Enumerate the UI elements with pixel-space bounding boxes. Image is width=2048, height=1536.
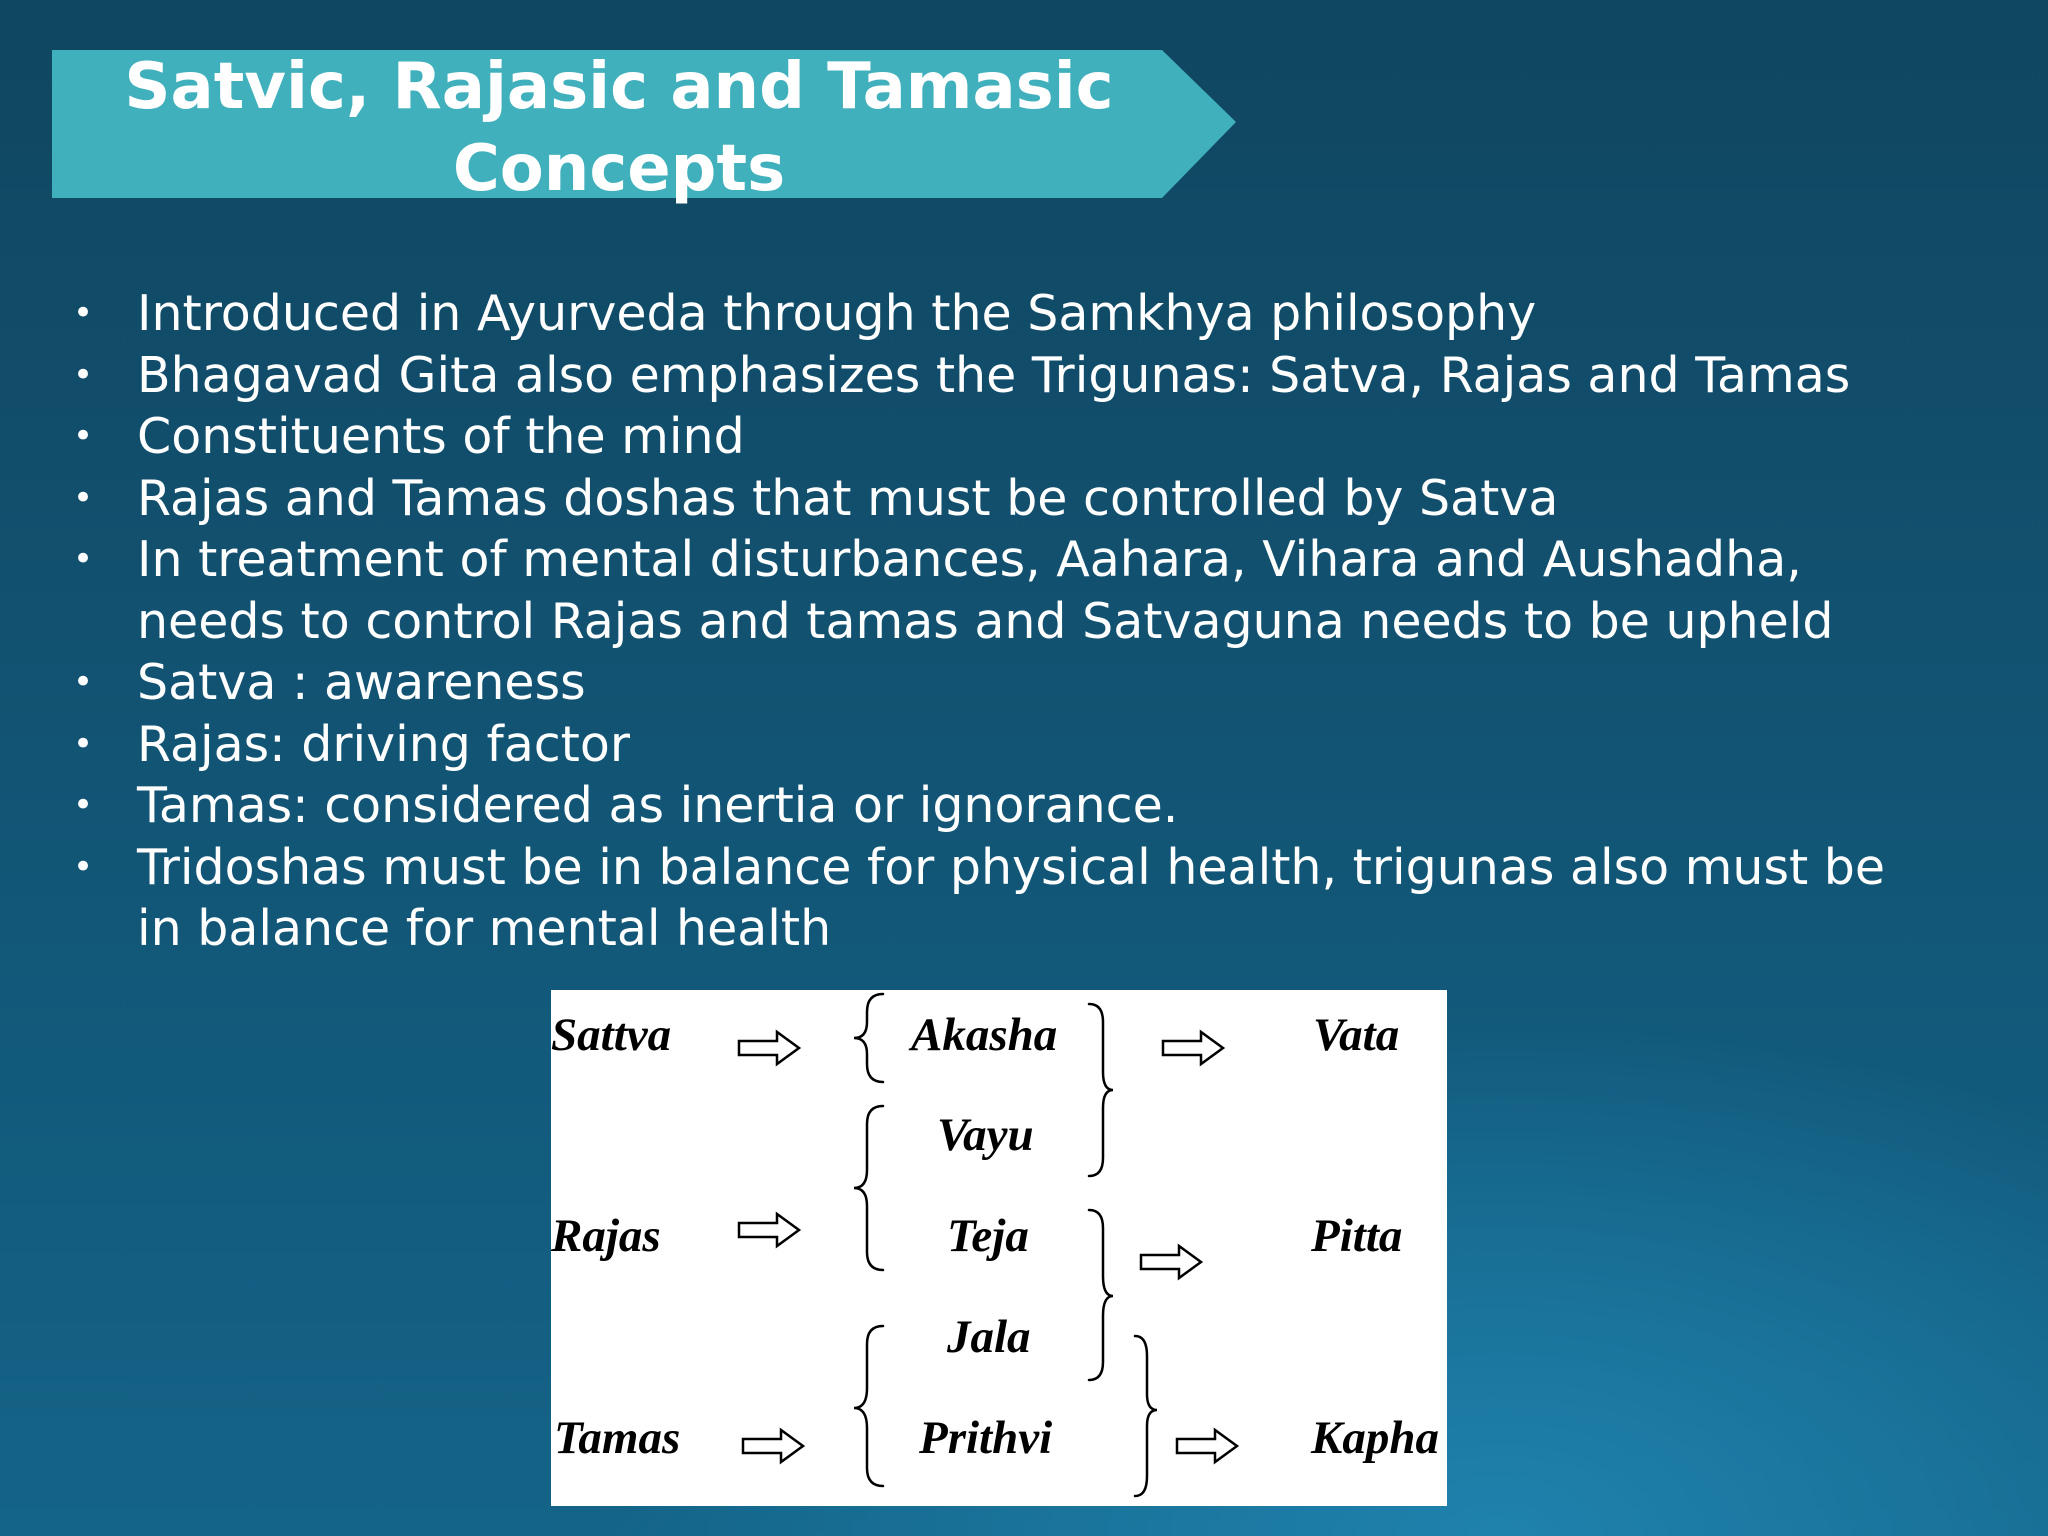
bullet-text: Bhagavad Gita also emphasizes the Trigunas: Satva, Rajas and Tamas xyxy=(137,346,1851,404)
dosha-label: Pitta xyxy=(1311,1210,1403,1262)
dosha-label: Kapha xyxy=(1311,1412,1439,1464)
arrow-icon xyxy=(739,1032,799,1064)
left-brace xyxy=(854,1326,883,1486)
element-label: Prithvi xyxy=(919,1412,1053,1464)
right-brace xyxy=(1089,1210,1113,1380)
bullet-dot: • xyxy=(73,539,94,579)
element-label: Jala xyxy=(947,1311,1031,1363)
bullet-item xyxy=(70,652,1970,714)
bullet-item xyxy=(70,837,1927,960)
triguna-diagram xyxy=(551,990,1447,1506)
arrow-icon xyxy=(1141,1246,1201,1278)
bullet-text: Tamas: considered as inertia or ignorance. xyxy=(137,777,1179,834)
element-label: Akasha xyxy=(911,1009,1058,1061)
bullet-item xyxy=(70,775,1970,837)
right-brace xyxy=(1135,1336,1157,1496)
guna-label: Sattva xyxy=(551,1009,672,1061)
title-banner xyxy=(52,50,1236,206)
title-line-2: Concepts xyxy=(452,132,786,206)
element-label: Teja xyxy=(947,1210,1029,1262)
bullet-dot: • xyxy=(73,354,94,395)
bullet-item xyxy=(70,283,1970,345)
title-line-1: Satvic, Rajasic and Tamasic xyxy=(124,50,1114,124)
left-brace xyxy=(854,1106,883,1270)
bullet-list xyxy=(70,283,1970,960)
bullet-text: In treatment of mental disturbances, Aahara, Vihara and Aushadha, needs to control Rajas and tamas and Satvaguna needs to be upheld xyxy=(137,531,1834,650)
bullet-dot: • xyxy=(73,785,94,825)
bullet-dot: • xyxy=(73,723,94,764)
guna-label: Tamas xyxy=(554,1412,681,1464)
bullet-text: Introduced in Ayurveda through the Samkhya philosophy xyxy=(137,285,1537,342)
page-title xyxy=(52,50,1236,206)
bullet-dot: • xyxy=(73,477,94,518)
right-brace xyxy=(1089,1004,1113,1176)
bullet-item xyxy=(70,406,1970,468)
guna-label: Rajas xyxy=(551,1210,661,1262)
bullet-dot: • xyxy=(73,416,94,456)
bullet-item xyxy=(70,345,1970,407)
bullet-item xyxy=(70,468,1970,530)
arrow-icon xyxy=(739,1214,799,1246)
bullet-text: Rajas and Tamas doshas that must be controlled by Satva xyxy=(137,469,1559,527)
left-brace xyxy=(854,994,883,1082)
arrow-icon xyxy=(1177,1430,1237,1462)
element-label: Vayu xyxy=(937,1109,1034,1161)
bullet-text: Constituents of the mind xyxy=(137,408,745,465)
bullet-dot: • xyxy=(73,662,94,702)
bullet-text: Tridoshas must be in balance for physical health, trigunas also must be in balance for mental health xyxy=(137,838,1886,957)
bullet-item xyxy=(70,529,1857,652)
bullet-dot: • xyxy=(73,293,94,333)
bullet-text: Satva : awareness xyxy=(137,654,586,711)
bullet-dot: • xyxy=(73,846,94,887)
bullet-item xyxy=(70,714,1970,776)
arrow-icon xyxy=(1163,1032,1223,1064)
bullet-text: Rajas: driving factor xyxy=(137,715,631,773)
dosha-label: Vata xyxy=(1313,1009,1400,1061)
arrow-icon xyxy=(743,1430,803,1462)
